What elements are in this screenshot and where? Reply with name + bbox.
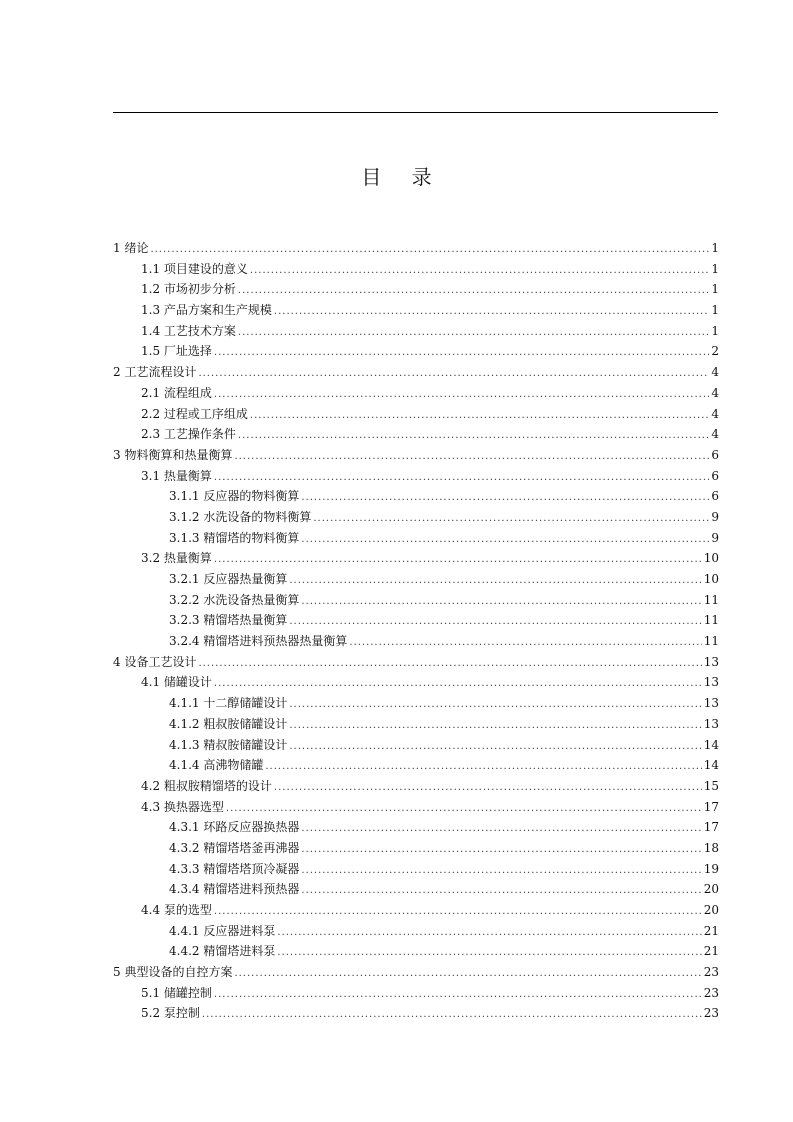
toc-entry-title: 4.3 换热器选型	[141, 799, 224, 814]
toc-dot-leader	[214, 468, 709, 489]
toc-entry-title: 4.3.1 环路反应器换热器	[169, 820, 300, 835]
toc-entry[interactable]	[113, 507, 719, 528]
toc-entry[interactable]	[113, 321, 719, 342]
toc-dot-leader	[301, 530, 709, 551]
toc-entry[interactable]	[113, 776, 719, 797]
toc-page-number: 1	[711, 323, 719, 338]
toc-page-number: 13	[703, 675, 719, 690]
toc-entry-title: 4.3.2 精馏塔塔釜再沸器	[169, 840, 300, 855]
toc-entry[interactable]	[113, 900, 719, 921]
toc-page-number: 9	[711, 509, 719, 524]
toc-entry[interactable]	[113, 652, 719, 673]
toc-entry-title: 3.2.3 精馏塔热量衡算	[169, 613, 288, 628]
toc-dot-leader	[250, 406, 709, 427]
toc-dot-leader	[214, 674, 702, 695]
toc-entry[interactable]	[113, 548, 719, 569]
toc-entry[interactable]	[113, 838, 719, 859]
toc-entry-title: 1.5 厂址选择	[141, 344, 212, 359]
toc-entry-title: 4.4.2 精馏塔进料泵	[169, 944, 276, 959]
toc-entry[interactable]	[113, 445, 719, 466]
toc-page-number: 6	[711, 489, 719, 504]
toc-entry[interactable]	[113, 921, 719, 942]
toc-page-number: 6	[711, 468, 719, 483]
toc-entry-title: 2.1 流程组成	[141, 385, 212, 400]
toc-entry-title: 3.1.2 水洗设备的物料衡算	[169, 509, 312, 524]
toc-dot-leader	[289, 695, 701, 716]
toc-page-number: 23	[703, 985, 719, 1000]
toc-entry-title: 3.2 热量衡算	[141, 551, 212, 566]
page-title: 目 录	[361, 165, 444, 189]
toc-page-number: 13	[703, 696, 719, 711]
toc-dot-leader	[277, 943, 701, 964]
toc-page-number: 11	[703, 634, 719, 649]
toc-page-number: 1	[711, 261, 719, 276]
toc-entry[interactable]	[113, 238, 719, 259]
toc-page-number: 4	[711, 406, 719, 421]
toc-entry[interactable]	[113, 672, 719, 693]
toc-page-number: 20	[703, 903, 719, 917]
toc-entry[interactable]	[113, 817, 719, 838]
toc-entry-title: 3.2.2 水洗设备热量衡算	[169, 592, 300, 607]
toc-entry-title: 1 绪论	[113, 241, 149, 255]
toc-page-number: 17	[703, 820, 719, 835]
toc-entry[interactable]	[113, 528, 719, 549]
toc-dot-leader	[198, 364, 709, 385]
toc-dot-leader	[234, 447, 709, 468]
table-of-contents	[113, 238, 719, 1024]
toc-page-number: 11	[703, 613, 719, 628]
toc-page-number: 20	[703, 882, 719, 897]
toc-entry-title: 4.1.4 高沸物储罐	[169, 758, 264, 773]
toc-entry-title: 4.1.1 十二醇储罐设计	[169, 696, 288, 711]
toc-entry-title: 3.2.4 精馏塔进料预热器热量衡算	[169, 634, 348, 649]
toc-page-number: 13	[703, 654, 719, 669]
toc-dot-leader	[349, 633, 701, 654]
toc-page-number: 1	[711, 303, 719, 318]
toc-dot-leader	[301, 840, 701, 861]
toc-page-number: 2	[711, 344, 719, 359]
toc-entry[interactable]	[113, 693, 719, 714]
toc-entry-title: 2.2 过程或工序组成	[141, 406, 248, 421]
toc-entry-title: 1.3 产品方案和生产规模	[141, 303, 272, 318]
toc-entry-title: 2.3 工艺操作条件	[141, 427, 236, 442]
toc-dot-leader	[301, 881, 701, 902]
toc-dot-leader	[265, 757, 701, 778]
toc-entry[interactable]	[113, 259, 719, 280]
toc-dot-leader	[289, 716, 701, 737]
toc-dot-leader	[198, 654, 701, 675]
toc-dot-leader	[238, 323, 709, 344]
toc-page-number: 10	[703, 551, 719, 566]
toc-entry-title: 4.3.4 精馏塔进料预热器	[169, 882, 300, 897]
toc-page-number: 21	[703, 923, 719, 938]
toc-entry[interactable]	[113, 962, 719, 983]
toc-dot-leader	[214, 343, 709, 364]
toc-entry[interactable]	[113, 486, 719, 507]
toc-entry[interactable]	[113, 404, 719, 425]
toc-entry[interactable]	[113, 879, 719, 900]
toc-entry-title: 4.1.3 精叔胺储罐设计	[169, 737, 288, 752]
toc-entry[interactable]	[113, 1003, 719, 1024]
toc-entry-title: 5.2 泵控制	[141, 1006, 200, 1021]
toc-dot-leader	[214, 902, 702, 923]
toc-page-number: 23	[703, 1006, 719, 1021]
toc-dot-leader	[289, 737, 701, 758]
toc-entry-title: 3.1.1 反应器的物料衡算	[169, 489, 300, 504]
toc-entry-title: 4.1 储罐设计	[141, 675, 212, 690]
toc-dot-leader	[250, 261, 709, 282]
toc-dot-leader	[274, 778, 702, 799]
toc-dot-leader	[214, 385, 709, 406]
toc-entry[interactable]	[113, 279, 719, 300]
toc-entry[interactable]	[113, 610, 719, 631]
toc-entry[interactable]	[113, 941, 719, 962]
toc-entry-title: 4.4.1 反应器进料泵	[169, 923, 276, 938]
toc-page-number: 1	[711, 282, 719, 297]
toc-entry-title: 3.1 热量衡算	[141, 468, 212, 483]
toc-dot-leader	[301, 488, 709, 509]
toc-entry-title: 4 设备工艺设计	[113, 654, 197, 669]
toc-entry[interactable]	[113, 341, 719, 362]
toc-entry-title: 4.1.2 粗叔胺储罐设计	[169, 716, 288, 731]
toc-entry[interactable]	[113, 859, 719, 880]
toc-entry[interactable]	[113, 466, 719, 487]
toc-page-number: 23	[703, 965, 719, 980]
toc-entry-title: 4.4 泵的选型	[141, 903, 212, 917]
toc-page-number: 11	[703, 592, 719, 607]
toc-page-number: 10	[703, 572, 719, 586]
toc-entry-title: 3.1.3 精馏塔的物料衡算	[169, 530, 300, 545]
toc-page-number: 9	[711, 530, 719, 545]
toc-dot-leader	[234, 964, 701, 985]
toc-page-number: 19	[703, 861, 719, 876]
toc-entry[interactable]	[113, 590, 719, 611]
toc-entry[interactable]	[113, 735, 719, 756]
toc-entry[interactable]	[113, 631, 719, 652]
toc-entry[interactable]	[113, 755, 719, 776]
toc-entry-title: 4.2 粗叔胺精馏塔的设计	[141, 778, 272, 793]
toc-dot-leader	[214, 550, 702, 571]
toc-dot-leader	[301, 819, 701, 840]
toc-page-number: 1	[711, 241, 719, 255]
toc-entry-title: 3 物料衡算和热量衡算	[113, 447, 233, 462]
toc-entry-title: 2 工艺流程设计	[113, 365, 197, 380]
toc-page-number: 14	[703, 737, 719, 752]
toc-entry-title: 1.2 市场初步分析	[141, 282, 236, 297]
toc-dot-leader	[214, 985, 702, 1006]
toc-dot-leader	[226, 799, 702, 820]
toc-dot-leader	[289, 571, 701, 592]
toc-page-number: 13	[703, 716, 719, 731]
toc-dot-leader	[150, 240, 709, 261]
toc-page-number: 14	[703, 758, 719, 773]
toc-dot-leader	[301, 592, 701, 613]
toc-entry[interactable]	[113, 714, 719, 735]
toc-dot-leader	[202, 1005, 702, 1026]
toc-entry[interactable]	[113, 424, 719, 445]
toc-dot-leader	[301, 861, 701, 882]
toc-page-number: 17	[703, 799, 719, 814]
toc-page-number: 6	[711, 447, 719, 462]
toc-dot-leader	[289, 612, 701, 633]
toc-entry-title: 4.3.3 精馏塔塔顶冷凝器	[169, 861, 300, 876]
toc-page-number: 15	[703, 778, 719, 793]
toc-page-number: 4	[711, 385, 719, 400]
toc-page-number: 21	[703, 944, 719, 959]
toc-page-number: 4	[711, 427, 719, 442]
toc-dot-leader	[238, 426, 709, 447]
toc-entry[interactable]	[113, 569, 719, 590]
toc-dot-leader	[274, 302, 709, 323]
toc-page-number: 18	[703, 840, 719, 855]
toc-entry[interactable]	[113, 300, 719, 321]
toc-entry[interactable]	[113, 383, 719, 404]
toc-entry-title: 5 典型设备的自控方案	[113, 965, 233, 980]
toc-dot-leader	[313, 509, 709, 530]
toc-entry[interactable]	[113, 797, 719, 818]
toc-entry-title: 5.1 储罐控制	[141, 985, 212, 1000]
toc-entry-title: 1.1 项目建设的意义	[141, 261, 248, 276]
toc-dot-leader	[238, 281, 709, 302]
toc-dot-leader	[277, 923, 701, 944]
toc-entry[interactable]	[113, 362, 719, 383]
toc-entry-title: 3.2.1 反应器热量衡算	[169, 572, 288, 586]
toc-page-number: 4	[711, 365, 719, 380]
toc-entry[interactable]	[113, 983, 719, 1004]
header-rule	[113, 112, 718, 113]
toc-entry-title: 1.4 工艺技术方案	[141, 323, 236, 338]
